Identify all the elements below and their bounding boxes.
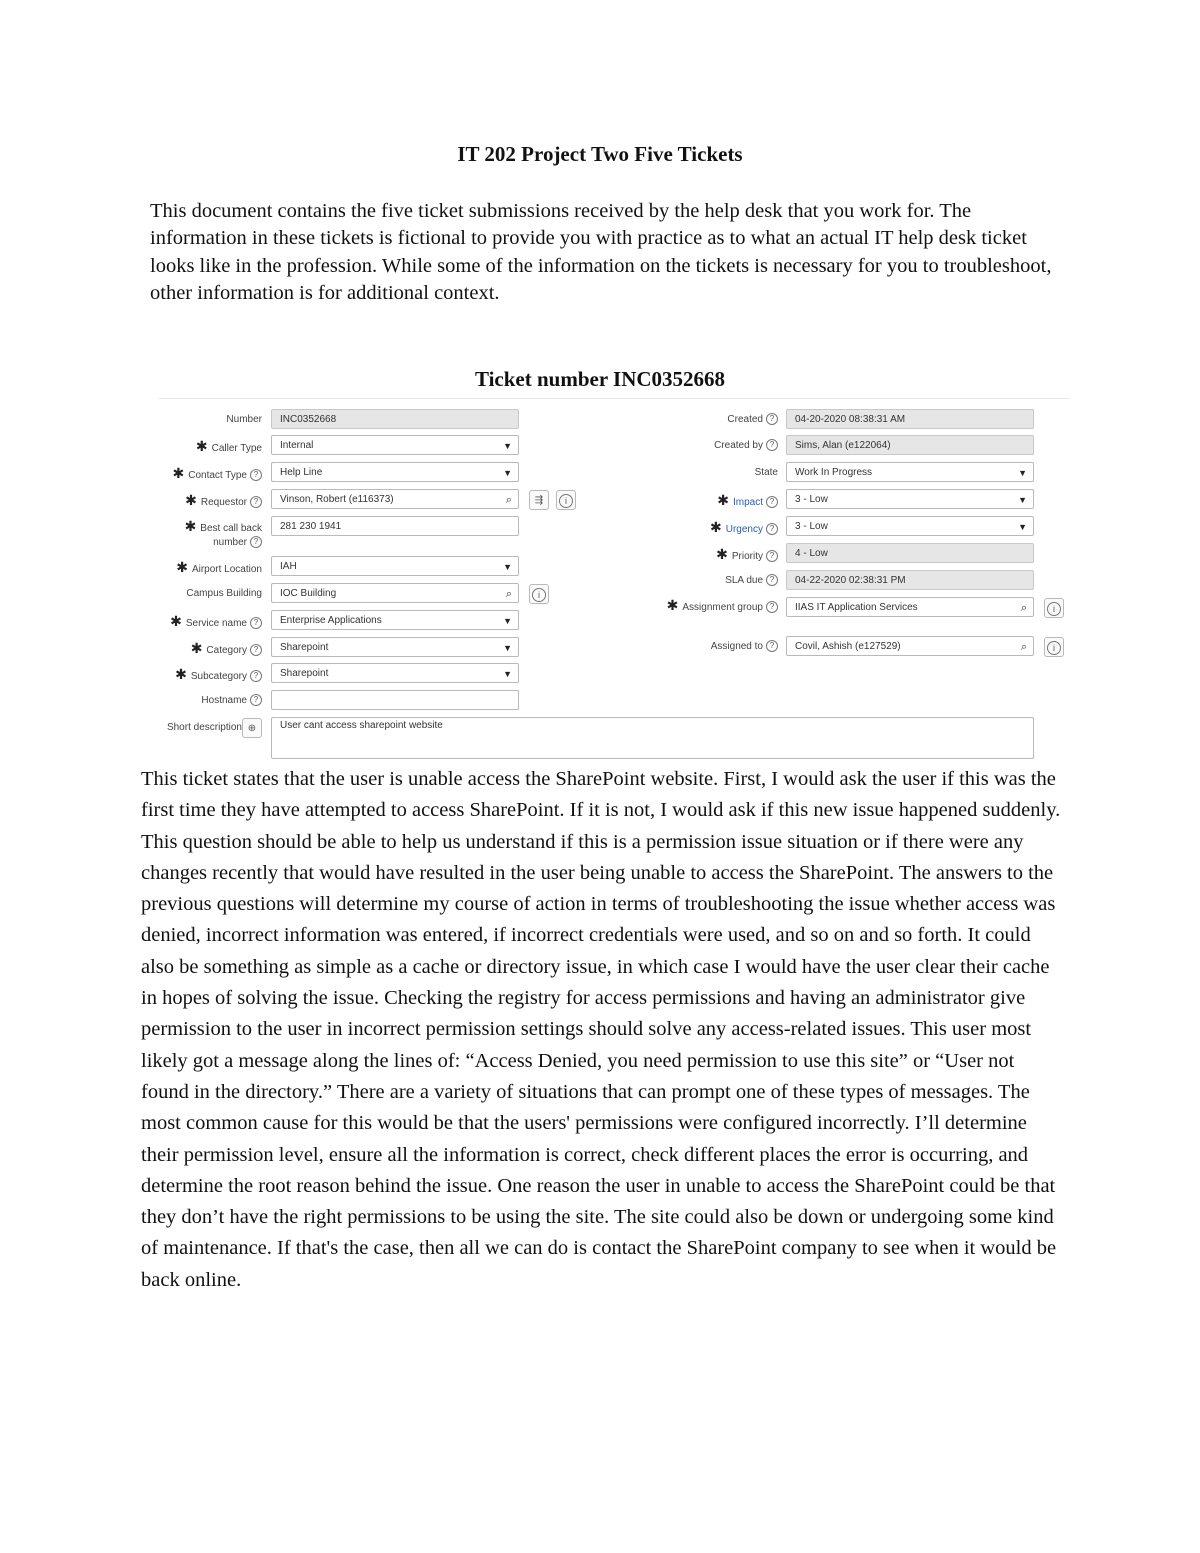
help-icon[interactable]: ? [250, 536, 262, 548]
field-caller-type [158, 435, 578, 457]
required-icon: ✱ [716, 546, 728, 562]
priority-input[interactable]: 4 - Low [786, 543, 1034, 563]
field-assignment-group [638, 597, 1070, 629]
field-subcategory [158, 663, 578, 685]
field-campus-building [158, 583, 598, 605]
field-requestor [158, 489, 598, 511]
help-icon[interactable]: ? [766, 601, 778, 613]
field-label: State [754, 467, 778, 478]
help-icon[interactable]: ? [250, 469, 262, 481]
service-name-select[interactable]: Enterprise Applications ▼ [271, 610, 519, 630]
help-icon[interactable]: ? [766, 574, 778, 586]
dropdown-arrow-icon: ▼ [503, 468, 512, 478]
field-created [638, 409, 1070, 431]
help-icon[interactable]: ? [766, 523, 778, 535]
help-icon[interactable]: ? [250, 670, 262, 682]
answer-paragraph: This ticket states that the user is unable access the SharePoint website. First, I would ask the user if this was the first time they have attempted to access SharePoint. If it is not, I would ask if this new issue happened suddenly. This question should be able to help us understand if this is a permission issue situation or if there were any changes recently that would have resulted in the user being unable to access the SharePoint. The answers to the previous questions will determine my course of action in terms of troubleshooting the issue whether access was denied, incorrect information was entered, if incorrect credentials were used, and so on and so forth. It could also be something as simple as a cache or directory issue, in which case I would have the user clear their cache in hopes of solving the issue. Checking the registry for access permissions and having an administrator give permission to the user in incorrect permission settings should solve any access-related issues. This user most likely got a message along the lines of: “Access Denied, you need permission to use this site” or “User not found in the directory.” There are a variety of situations that can prompt one of these types of messages. The most common cause for this would be that the users' permissions were configured incorrectly. I’ll determine their permission level, ensure all the information is correct, check different places the error is occurring, and determine the root reason behind the issue. One reason the user in unable to access the SharePoint could be that they don’t have the right permissions to be using the site. The site could also be down or undergoing some kind of maintenance. If that's the case, then all we can do is contact the SharePoint company to see when it would be back online. [141, 768, 1061, 1291]
created-input[interactable]: 04-20-2020 08:38:31 AM [786, 409, 1034, 429]
field-hostname [158, 690, 578, 712]
field-label: ✱ Caller Type [195, 438, 262, 454]
field-label: Created by ? [638, 435, 778, 457]
field-category [158, 637, 578, 659]
field-short-description [158, 717, 1058, 761]
ticket-form-screenshot [158, 398, 1070, 761]
dropdown-arrow-icon: ▼ [1018, 522, 1027, 532]
campus-building-input[interactable]: IOC Building ⌕ [271, 583, 519, 603]
field-label: ✱ Requestor ? [158, 489, 262, 514]
required-icon: ✱ [190, 640, 203, 656]
field-label: ✱ Subcategory ? [158, 663, 262, 688]
document-title: IT 202 Project Two Five Tickets [457, 142, 743, 166]
dropdown-arrow-icon: ▼ [503, 441, 512, 451]
info-icon[interactable]: i [1044, 637, 1064, 657]
help-icon[interactable]: ? [766, 439, 778, 451]
field-label: Hostname ? [158, 690, 262, 712]
field-contact-type [158, 462, 578, 484]
field-label: Assigned to ? [638, 636, 778, 658]
required-icon: ✱ [185, 492, 197, 508]
caller-type-select[interactable]: Internal ▼ [271, 435, 519, 455]
field-callback-number [158, 516, 578, 552]
field-state [638, 462, 1070, 484]
info-icon[interactable]: i [556, 490, 576, 510]
dropdown-arrow-icon: ▼ [503, 616, 512, 626]
state-select[interactable]: Work In Progress ▼ [786, 462, 1034, 482]
number-input[interactable]: INC0352668 [271, 409, 519, 429]
help-icon[interactable]: ? [250, 617, 262, 629]
field-label: ✱ Contact Type ? [158, 462, 262, 487]
required-icon: ✱ [666, 597, 679, 613]
help-icon[interactable]: ? [250, 644, 262, 656]
field-label: Short description [166, 722, 242, 733]
required-icon: ✱ [717, 492, 729, 508]
help-icon[interactable]: ? [766, 550, 778, 562]
field-label: SLA due ? [638, 570, 778, 592]
field-impact [638, 489, 1070, 511]
intro-paragraph: This document contains the five ticket submissions received by the help desk that you work for. The information in these tickets is fictional to provide you with practice as to what an actual IT help desk ticket looks like in the profession. While some of the information on the tickets is necessary for you to troubleshoot, other information is for additional context. [150, 200, 1052, 304]
help-icon[interactable]: ? [250, 694, 262, 706]
required-icon: ✱ [176, 559, 188, 575]
field-label: ✱ Impact ? [638, 489, 778, 514]
field-label: ✱ Best call back number ? [184, 518, 262, 548]
requestor-input[interactable]: Vinson, Robert (e116373) ⌕ [271, 489, 519, 509]
dropdown-arrow-icon: ▼ [503, 643, 512, 653]
info-icon[interactable]: i [529, 584, 549, 604]
hostname-input[interactable] [271, 690, 519, 710]
help-icon[interactable]: ? [250, 496, 262, 508]
field-number [158, 409, 578, 431]
short-description-textarea[interactable]: User cant access sharepoint website [271, 717, 1034, 759]
field-label: ✱ Airport Location [176, 559, 262, 575]
field-label: ✱ Urgency ? [638, 516, 778, 541]
dropdown-arrow-icon: ▼ [1018, 495, 1027, 505]
field-assigned-to [638, 636, 1070, 658]
assignment-group-input[interactable]: IIAS IT Application Services ⌕ [786, 597, 1034, 617]
help-icon[interactable]: ? [766, 413, 778, 425]
urgency-select[interactable]: 3 - Low ▼ [786, 516, 1034, 536]
help-icon[interactable]: ? [766, 640, 778, 652]
dropdown-arrow-icon: ▼ [1018, 468, 1027, 478]
contact-type-select[interactable]: Help Line ▼ [271, 462, 519, 482]
field-label: ✱ Category ? [158, 637, 262, 662]
field-label: ✱ Assignment group ? [638, 598, 778, 615]
category-select[interactable]: Sharepoint ▼ [271, 637, 519, 657]
field-airport-location [158, 556, 578, 578]
info-icon[interactable]: i [1044, 598, 1064, 618]
suggestion-icon[interactable]: ⊕ [242, 718, 262, 738]
created-by-input[interactable]: Sims, Alan (e122064) [786, 435, 1034, 455]
required-icon: ✱ [170, 613, 182, 629]
required-icon: ✱ [175, 666, 187, 682]
field-urgency [638, 516, 1070, 538]
subcategory-select[interactable]: Sharepoint ▼ [271, 663, 519, 683]
required-icon: ✱ [172, 465, 185, 481]
field-label: Created ? [638, 409, 778, 431]
ticket-heading: Ticket number INC0352668 [474, 367, 726, 391]
search-icon[interactable]: ⌕ [505, 494, 512, 506]
assigned-to-input[interactable]: Covil, Ashish (e127529) ⌕ [786, 636, 1034, 656]
search-icon[interactable]: ⌕ [1020, 602, 1027, 614]
required-icon: ✱ [184, 518, 197, 534]
field-label: Campus Building [186, 588, 262, 599]
field-priority [638, 543, 1070, 565]
field-label: ✱ Priority ? [638, 543, 778, 568]
field-created-by [638, 435, 1070, 457]
impact-select[interactable]: 3 - Low ▼ [786, 489, 1034, 509]
required-icon: ✱ [195, 438, 208, 454]
help-icon[interactable]: ? [766, 496, 778, 508]
field-label: ✱ Service name ? [158, 610, 262, 635]
dropdown-arrow-icon: ▼ [503, 562, 512, 572]
required-icon: ✱ [710, 519, 722, 535]
hierarchy-icon[interactable]: ⇶ [529, 490, 549, 510]
callback-number-input[interactable]: 281 230 1941 [271, 516, 519, 536]
airport-location-select[interactable]: IAH ▼ [271, 556, 519, 576]
field-sla-due [638, 570, 1070, 592]
dropdown-arrow-icon: ▼ [503, 669, 512, 679]
search-icon[interactable]: ⌕ [505, 588, 512, 600]
sla-due-input[interactable]: 04-22-2020 02:38:31 PM [786, 570, 1034, 590]
search-icon[interactable]: ⌕ [1020, 641, 1027, 653]
field-service-name [158, 610, 578, 632]
field-label: Number [226, 414, 262, 425]
